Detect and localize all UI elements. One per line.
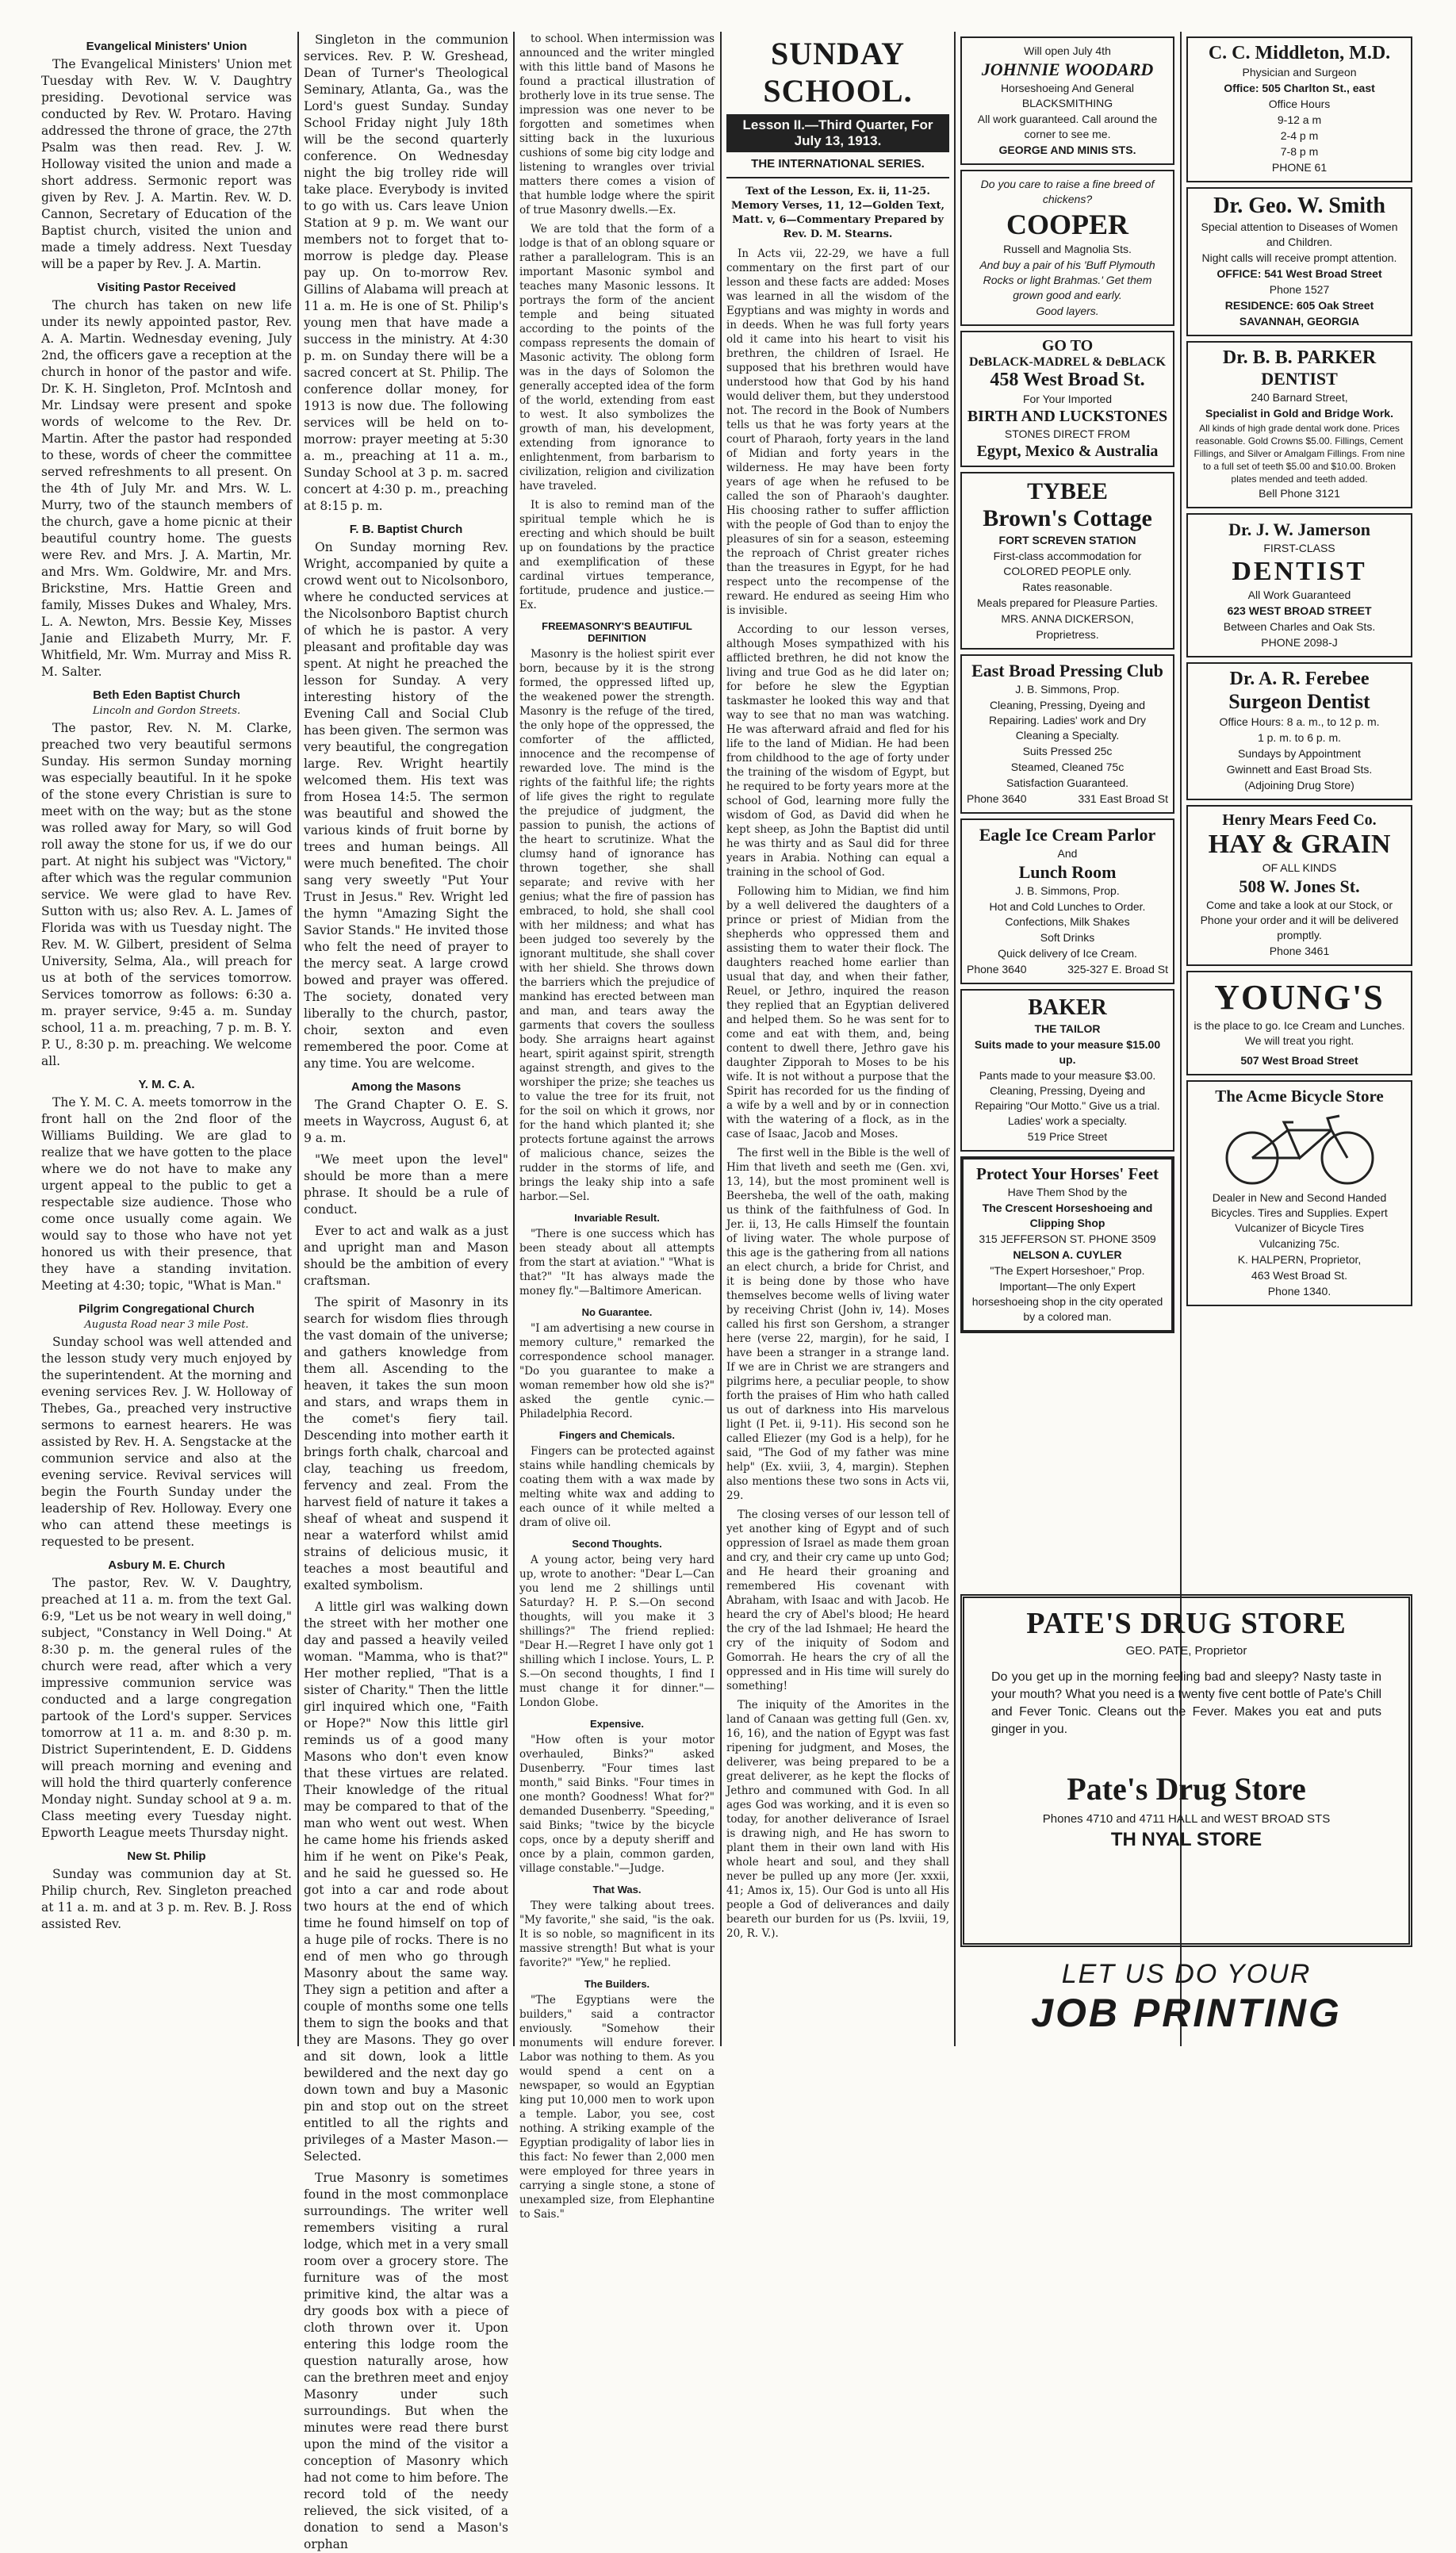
ad-phone: Phone 3640 — [967, 963, 1027, 976]
ad-line: FIRST-CLASS — [1263, 542, 1335, 554]
ad-line: Will open July 4th — [1024, 44, 1111, 57]
ad-line: Proprietress. — [1036, 628, 1099, 641]
headline: No Guarantee. — [581, 1306, 653, 1318]
ad-line: 623 WEST BROAD STREET — [1227, 604, 1372, 617]
ad-name: Henry Mears Feed Co. — [1222, 811, 1377, 829]
ad-line: K. HALPERN, Proprietor, — [1237, 1253, 1362, 1266]
ad-line: J. B. Simmons, Prop. — [1015, 884, 1120, 897]
ad-line: DENTIST — [1261, 369, 1338, 389]
ad-line: BIRTH AND LUCKSTONES — [967, 408, 1168, 425]
article-text: "I am advertising a new course in memory culture," remarked the correspondence school manager. "Do you guarantee to make a woman remember how old she is?" asked the gentle cynic.—Philadelphia Record. — [519, 1322, 715, 1420]
ad-name: JOB PRINTING — [1031, 1991, 1342, 2035]
article-text: Fingers can be protected against stains while handling chemicals by coating them with a wax made by melting white wax and adding to each ounce of it while melted a dram of olive oil. — [519, 1445, 715, 1529]
ad-line: 508 W. Jones St. — [1239, 876, 1360, 896]
ad-line: Gwinnett and East Broad Sts. — [1226, 763, 1373, 776]
article-text: "There is one success which has been steady about all attempts from the start at aviation." "What is that?" "It has always made the money fly."—Baltimore American. — [519, 1228, 715, 1298]
ad-line: Office Hours — [1268, 98, 1331, 110]
article-text: It is also to remind man of the spiritual temple which he is erecting and which should be built up on foundations by the practice and exemplification of these cardinal virtues temperance, fortitude, prudence and justice.—Ex. — [519, 499, 715, 611]
ad-name: BAKER — [1028, 995, 1107, 1020]
ad-line: Bell Phone 3121 — [1259, 487, 1340, 500]
ad-line: Physician and Surgeon — [1242, 66, 1357, 79]
ad-middleton — [1186, 36, 1412, 182]
ad-line: GEO. PATE, Proprietor — [1125, 1644, 1247, 1658]
ad-tybee — [960, 472, 1174, 650]
ad-line: Lunch Room — [1018, 862, 1117, 882]
article-text: The pastor, Rev. N. M. Clarke, preached two very beautiful sermons Sunday. His sermon Sunday morning was especially beautiful. In it he spoke of the stone every Christian is sure to meet with on the way; but as the stone was rolled away for Mary, so will God roll away the stone for us, if we do our part. At night his subject was "Victory," after which was the regular communion service. We were glad to have Rev. Sutton with us; also Rev. A. L. James of Florida was with us Tuesday night. The Rev. M. W. Gilbert, president of Selma University, Selma, Ala., will preach for us at both of the services tomorrow. Services tomorrow as follows: 6:30 a. m. prayer service, 9:45 a. m. Sunday school, 11 a. m. preaching, 7 p. m. B. Y. P. U., 8:30 p. m. preaching. We welcome all. — [41, 721, 292, 1068]
ad-line: Soft Drinks — [1040, 931, 1095, 944]
ad-line: All Work Guaranteed — [1247, 588, 1351, 601]
ad-line: 507 West Broad Street — [1240, 1054, 1358, 1067]
ad-line: THE TAILOR — [1034, 1022, 1101, 1035]
article-text: "We meet upon the level" should be more than a mere phrase. It should be a rule of conduct. — [304, 1152, 508, 1217]
ad-line: PHONE 61 — [1271, 161, 1328, 174]
ad-line: Horseshoeing And General BLACKSMITHING — [1000, 82, 1135, 109]
ad-line: 458 West Broad St. — [990, 370, 1145, 390]
divider — [726, 177, 949, 178]
ad-line: TH NYAL STORE — [1110, 1829, 1263, 1850]
article-text: We are told that the form of a lodge is that of an oblong square or rather a parallelogram. This is an important Masonic symbol and teaches many Masonic lessons. It portrays the form of the ancient temple and being situated according to the points of the compass represents the domain of Masonic activity. The oblong form was in the days of Solomon the generally accepted idea of the form of the world, extending from east to west. It also symbolizes the growth of man, his development, extending from ignorance to enlightenment, from barbarism to civilization, religion and civilization have traveled. — [519, 223, 715, 493]
ad-line: Between Charles and Oak Sts. — [1223, 620, 1376, 633]
article-text: "How often is your motor overhauled, Binks?" asked Dusenberry. "Four times last month," said Binks. "Four times in one month? Goodness! What for?" demanded Dusenberry. "Speeding," said Binks; "twice by the bicycle cops, once by a deputy sheriff and once by a plain, common garden, village constable."—Judge. — [519, 1734, 715, 1875]
ad-name: Eagle Ice Cream Parlor — [979, 825, 1156, 845]
ad-line: 315 JEFFERSON ST. PHONE 3509 — [979, 1232, 1156, 1245]
ad-line: Suits Pressed 25c — [1022, 745, 1113, 757]
column-sunday-school — [726, 32, 949, 2050]
ad-line: The Crescent Horseshoeing and Clipping Shop — [982, 1202, 1153, 1229]
ad-line: Good layers. — [1036, 305, 1099, 317]
ad-name: East Broad Pressing Club — [971, 661, 1163, 680]
section-title: SUNDAY SCHOOL. — [763, 36, 913, 109]
column-miscellany — [519, 32, 715, 2221]
headline: Expensive. — [590, 1718, 644, 1730]
column-rule — [513, 32, 515, 2046]
ad-line: (Adjoining Drug Store) — [1244, 779, 1354, 792]
ad-line: Phone 3461 — [1269, 945, 1330, 957]
article-text: The Y. M. C. A. meets tomorrow in the front hall on the 2nd floor of the Williams Building. We are glad to realize that we have gotten to the place where we do not have to make any urgent appeal to the public to get a respectable size audience. Those who come once usually come again. We would say to those who have not yet honored us with their presence, that they have a standing invitation. Meeting at 4:30; topic, "What is Man." — [41, 1095, 292, 1293]
article-text: The first well in the Bible is the well of Him that liveth and seeth me (Gen. xvi, 13, 14), but the most prominent well is Beersheba, the well of the oath, making us think of the faithfulness of God. In Jer. ii, 13, He calls Himself the fountain of living water. The whole purpose of this age is the gathering from all nations an elect church, a bride for Christ, and it is being done by those who have themselves become wells of living water by receiving Christ (John iv, 14). Moses called his first son Gershom, a stranger here (verse 22, margin), for he said, I have been a stranger in a strange land. If we are in Christ we are strangers and pilgrims here, a peculiar people, to show forth the praises of Him who hath called us out of darkness into His marvelous light (I Pet. ii, 9-11). His second son he called Eliezer (my God is a help), for he said, "The God of my father was mine help" (Ex. xviii, 3, 4, margin). Stephen also mentions these two sons in Acts vii, 29. — [726, 1147, 949, 1502]
ad-line: For Your Imported — [1022, 393, 1113, 405]
headline: Second Thoughts. — [572, 1538, 662, 1550]
ad-line: 9-12 a m — [1277, 113, 1322, 126]
ad-jamerson — [1186, 513, 1412, 657]
ad-line: PHONE 2098-J — [1261, 636, 1338, 649]
headline: That Was. — [592, 1884, 642, 1896]
ad-line: Phone 1340. — [1267, 1285, 1331, 1298]
subheadline: Augusta Road near 3 mile Post. — [84, 1319, 249, 1331]
ad-line: 519 Price Street — [1027, 1130, 1108, 1143]
ad-line: Important—The only Expert horseshoeing shop in the city operated by a colored man. — [971, 1280, 1163, 1323]
headline: Among the Masons — [351, 1080, 462, 1094]
article-text: The Grand Chapter O. E. S. meets in Waycross, August 6, at 9 a. m. — [304, 1098, 508, 1145]
article-text: Sunday school was well attended and the lesson study very much enjoyed by the superintendent. At the morning and evening services Rev. J. W. Holloway of Thebes, Ga., preached very instructive sermons to earnest hearers. He was assisted by Rev. H. A. Sengstacke at the communion service and also at the evening service. Revival services will begin the Fourth Sunday under the leadership of Rev. Holloway. Every one who can attend these meetings is requested to be present. — [41, 1335, 292, 1549]
ad-acme-bicycle — [1186, 1080, 1412, 1306]
ad-line: is the place to go. Ice Cream and Lunches. We will treat you right. — [1194, 1019, 1405, 1047]
ad-line: Cleaning, Pressing, Dyeing and Repairing. Ladies' work and Dry Cleaning a Specialty. — [989, 699, 1146, 742]
ad-line: Surgeon Dentist — [1228, 690, 1370, 713]
ad-name: Dr. A. R. Ferebee — [1229, 669, 1370, 689]
ad-line: SAVANNAH, GEORGIA — [1239, 315, 1360, 328]
ad-name: Pate's Drug Store — [1067, 1771, 1306, 1807]
article-text: According to our lesson verses, although Moses sympathized with his afflicted brethren, he did not know the living and true God as he did later on; for before he slew the Egyptian taskmaster he looked this way and that way to see that no man was watching. He was afterward afraid and fled for his life to the land of Midian. He had been from childhood to the age of forty under the training of the wisdom of Egypt, but he required to be forty years more at the school of God, learning more fully the wisdom of God, as David did when he kept sheep, as John the Baptist did until he was thirty and as Saul did for three years in Arabia. Nothing can equal a training in the school of God. — [726, 623, 950, 879]
ad-line: Have Them Shod by the — [1007, 1186, 1128, 1198]
ad-name: JOHNNIE WOODARD — [981, 59, 1154, 79]
ad-deblack — [960, 331, 1174, 467]
ad-line: Steamed, Cleaned 75c — [1010, 761, 1125, 773]
article-text: True Masonry is sometimes found in the most commonplace surroundings. The writer well remembers visiting a rural lodge, which met in a very small room over a grocery store. The furniture was of the most primitive kind, the altar was a dry goods box with a piece of cloth thrown over it. Upon entering this lodge room the question naturally arose, how can the brethren meet and enjoy Masonry under such surroundings. But when the minutes were read there burst upon the mind of the visitor a conception of Masonry which had not come to him before. The record told of the needy relieved, the sick visited, of a donation to send a Mason's orphan — [304, 2171, 508, 2551]
ad-line: GO TO — [1041, 337, 1094, 355]
ad-line: Egypt, Mexico & Australia — [976, 443, 1159, 460]
headline: New St. Philip — [127, 1850, 206, 1863]
ad-line: Do you care to raise a fine breed of chickens? — [980, 178, 1155, 205]
ad-line: Rates reasonable. — [1022, 581, 1113, 593]
ad-line: Suits made to your measure $15.00 up. — [974, 1038, 1161, 1066]
ad-line: J. B. Simmons, Prop. — [1015, 683, 1120, 696]
article-text: Sunday was communion day at St. Philip church, Rev. Singleton preached at 11 a. m. and at 3 p. m. Rev. B. J. Ross assisted Rev. — [41, 1867, 292, 1931]
article-text: On Sunday morning Rev. Wright, accompanied by quite a crowd went out to Nicolsonboro, where he conducted services at the Nicolsonboro Baptist church of which he is pastor. A very pleasant and profitable day was spent. At night he preached the lesson for Sunday. A very interesting history of the Evening Call and Social Club has been given. The sermon was very beautiful, the congregation large. Rev. Wright heartily welcomed them. His text was from Hosea 14:5. The sermon was beautiful and showed the various kinds of fruit borne by trees and human beings. All were much benefited. The choir sang very sweetly "Put Your Trust in Jesus." Rev. Wright led the hymn "Amazing Sight the Savior Stands." He invited those who felt the need of prayer to the mercy seat. A large crowd bowed and prayer was offered. The society, donated very liberally to the church, pastor, choir, sexton and even remembered the poor. Come at any time. You are welcome. — [304, 540, 508, 1071]
column-rule — [720, 32, 722, 2046]
ad-phone: Phone 3640 — [967, 792, 1027, 805]
ad-line: Satisfaction Guaranteed. — [1006, 776, 1129, 789]
ad-line: Come and take a look at our Stock, or Phone your order and it will be delivered promptly. — [1200, 899, 1399, 941]
series-title: THE INTERNATIONAL SERIES. — [751, 157, 925, 171]
ad-smith — [1186, 187, 1412, 336]
ad-line: Meals prepared for Pleasure Parties. — [977, 596, 1158, 609]
ad-name: Brown's Cottage — [983, 505, 1152, 531]
ad-baker — [960, 989, 1174, 1152]
ad-line: Phone 1527 — [1269, 283, 1330, 296]
column-rule — [297, 32, 299, 2046]
article-text: Masonry is the holiest spirit ever born, because by it is the strong formed, the oppressed lifted up, the weakened power the strength. Masonry is the refuge of the tired, the only hope of the oppressed, the comforter of the afflicted, innocence and the recompense of rewarded love. The mind is the rights of the faithful life; the rights of life gives the right to regulate the prejudice of judgment, the passion to punish, the actions of the heart to scrutinize. What the clumsy hand of ignorance has thrown together, she shall separate; and revive with her genius; what the fire of passion has embraced, to hold, she shall cool with her mildness; and what has been judged too severely by the ignorant multitude, she shall cover with her shield. She throws down the barriers which the prejudice of mankind has erected between man and man, and tears away the garments that covers the soulless body. She arraigns heart against heart, spirit against spirit, strength against strength, and gives to the worshiper the prize; she teaches us to value the tree for its fruit, not for the soil on which it grows, nor for the hand which planted it; she protects fortune against the arrows of malicious chance, seizes the rudder in the storms of life, and brings the leaky ship into a safe harbor.—Sel. — [519, 648, 715, 1203]
ad-name: YOUNG'S — [1214, 978, 1385, 1017]
ad-line: OFFICE: 541 West Broad Street — [1217, 267, 1382, 280]
ad-youngs — [1186, 971, 1412, 1075]
article-text: A young actor, being very hard up, wrote to another: "Dear L—Can you lend me 2 shillings until Saturday? H. P. S.—On second thoughts, will you make it 3 shillings?" The friend replied: "Dear H.—Regret I have only got 1 shilling which I inclose. Yours, L. P. S.—On second thoughts, I find I must change it for dinner."—London Globe. — [519, 1554, 715, 1709]
ad-line: First-class accommodation for COLORED PEOPLE only. — [993, 550, 1142, 577]
ad-line: HAY & GRAIN — [1208, 830, 1391, 859]
ad-line: Pants made to your measure $3.00. Cleaning, Pressing, Dyeing and Repairing "Our Motto." Give us a trial. Ladies' work a specialty. — [975, 1069, 1160, 1127]
ad-line: LET US DO YOUR — [1061, 1959, 1312, 1989]
article-text: The spirit of Masonry in its search for wisdom flies through the vast domain of the universe; and gathers knowledge from them all. Ascending to the heaven, it takes the sun moon and stars, and wraps them in the comet's fiery tail. Descending into mother earth it brings forth chalk, charcoal and clay, teaching us freedom, fervency and zeal. From the harvest field of nature it takes a sheaf of wheat and suspend it near a waterford whilst amid strains of delicious music, it teaches a most beautiful and exalted symbolism. — [304, 1295, 508, 1593]
ad-line: Quick delivery of Ice Cream. — [998, 947, 1137, 960]
ad-line: TYBEE — [1027, 478, 1108, 504]
ad-name: COOPER — [1006, 209, 1128, 240]
article-text: The Evangelical Ministers' Union met Tuesday with Rev. W. V. Daughtry presiding. Devotional service was conducted by Rev. W. Protaro. Having addressed the throne of grace, the 27th Psalm was then read. Rev. J. W. Holloway visited the union and made a short address. Sermonic report was given by Rev. J. A. Martin. Rev. W. D. Cannon, Secretary of Education of the Baptist church, visited the union and made a timely address. Next Tuesday will be a paper by Rev. J. A. Martin. — [41, 57, 292, 271]
ad-pates-drug-store — [960, 1594, 1412, 1947]
headline: FREEMASONRY'S BEAUTIFUL DEFINITION — [542, 620, 692, 644]
ad-footer — [967, 962, 1168, 977]
ad-line: RESIDENCE: 605 Oak Street — [1224, 299, 1374, 312]
column-ads-right — [1186, 32, 1412, 1298]
article-text: The pastor, Rev. W. V. Daughtry, preached at 11 a. m. from the text Gal. 6:9, "Let us be not weary in well doing," subject, "Constancy in Well Doing." At 8:30 p. m. the general rules of the church were read, after which a very impressive communion service was conducted and a large congregation partook of the Lord's supper. Services tomorrow at 11 a. m. and 8:30 p. m. District Superintendent, E. D. Giddens will preach morning and evening and will hold the third quarterly conference Monday night. Sunday school at 9 a. m. Class meeting every Tuesday night. Epworth League meets Thursday night. — [41, 1576, 293, 1840]
ad-line: MRS. ANNA DICKERSON, — [1001, 612, 1134, 625]
ad-line: Office: 505 Charlton St., east — [1224, 82, 1375, 94]
bicycle-icon — [1213, 1106, 1387, 1186]
ad-line: Dealer in New and Second Handed Bicycles. Tires and Supplies. Expert Vulcanizer of Bicycle Tires — [1211, 1191, 1388, 1234]
article-text: The church has taken on new life under its newly appointed pastor, Rev. A. A. Martin. Wednesday evening, July 2nd, the officers gave a reception at the church in honor of the pastor and wife. Dr. K. H. Singleton, Prof. McIntosh and Mr. Lindsay were present and spoke words of welcome to the Rev. Dr. Martin. After the pastor had responded to these, words of cheer the committee served refreshments to all present. On the 4th of July Mr. and Mrs. W. L. Murry, two of the staunch members of the church, gave a home picnic at their beautiful country home. The guests were Rev. and Mrs. J. A. Martin, Mr. and Mrs. Wm. Goldwire, Mr. and Mrs. Brickstine, Mrs. Hattie Green and family, Misses Dukes and Whaley, Mrs. L. A. Newton, Mrs. Bessie Key, Misses Janie and Elizabeth Murry, Mr. F. Whitfield, Mr. Wm. Murray and Miss R. M. Salter. — [41, 298, 292, 679]
ad-line: NELSON A. CUYLER — [1013, 1248, 1122, 1261]
ad-eagle — [960, 818, 1174, 984]
ad-line: Special attention to Diseases of Women and Children. — [1201, 220, 1398, 248]
ad-line: Hot and Cold Lunches to Order. Confections, Milk Shakes — [989, 900, 1146, 928]
lesson-banner: Lesson II.—Third Quarter, For July 13, 1913. — [726, 114, 949, 152]
article-text: They were talking about trees. "My favorite," she said, "is the oak. It is so noble, so magnificent in its massive strength! But what is your favorite?" "Yew," he replied. — [519, 1899, 715, 1969]
ad-pressing-club — [960, 654, 1174, 814]
column-masons — [304, 32, 508, 2551]
ad-line: Office Hours: 8 a. m., to 12 p. m. — [1219, 715, 1380, 728]
article-text: Singleton in the communion services. Rev. P. W. Greshead, Dean of Turner's Theological Seminary, Atlanta, Ga., was the Lord's guest Sunday. Sunday School Friday night July 18th will be the second quarterly conference. On Wednesday night the big trolley ride will take place. Everybody is invited to go with us. Cars leave Union Station at 9 p. m. We want our members not to forget that to-morrow is pledge day. Please pay up. On to-morrow Rev. Gillins of Alabama will preach at 11 a. m. He is one of St. Philip's young men that have made a success in the ministry. At 4:30 p. m. on Sunday there will be a sacred concert at St. Philip. The conference dollar money, for 1913 is now due. The following services will be held on to-morrow: prayer meeting at 5:30 a. m., preaching at 11 a. m., Sunday School at 3 p. m. sacred concert at 4:30 p. m., preaching at 8:15 p. m. — [304, 33, 508, 513]
ad-line: GEORGE AND MINIS STS. — [998, 144, 1136, 156]
ad-woodard — [960, 36, 1174, 165]
headline: Evangelical Ministers' Union — [86, 40, 247, 53]
ad-line: Phones 4710 and 4711 HALL and WEST BROAD STS — [1042, 1812, 1331, 1826]
ad-parker — [1186, 341, 1412, 508]
ad-line: DENTIST — [1232, 557, 1367, 586]
ad-line: 463 West Broad St. — [1251, 1269, 1348, 1282]
ad-line: Vulcanizing 75c. — [1259, 1237, 1340, 1250]
headline: Y. M. C. A. — [138, 1078, 195, 1091]
ad-line: Night calls will receive prompt attention. — [1201, 251, 1397, 264]
ad-line: 2-4 p m — [1280, 129, 1319, 142]
headline: Invariable Result. — [574, 1212, 660, 1224]
headline: The Builders. — [584, 1978, 650, 1990]
article-text: "The Egyptians were the builders," said a contractor enviously. "Somehow their monuments will endure forever. Labor was nothing to them. As you would spend a cent on a newspaper, so would an Egyptian king put 10,000 men to work upon a temple. Labor, you see, cost nothing. A striking example of the Egyptian prodigality of labor lies in this fact: No fewer than 2,000 men were employed for three years in carrying a single stone, a stone of unexampled size, from Elephantine to Sais." — [519, 1994, 715, 2221]
ad-line: Russell and Magnolia Sts. — [1003, 243, 1132, 255]
ad-line: 7-8 p m — [1280, 145, 1319, 158]
column-ads-left — [960, 32, 1174, 1380]
headline: F. B. Baptist Church — [349, 523, 463, 536]
article-text: The closing verses of our lesson tell of yet another king of Egypt and of such oppression of Israel as made them groan and cry, and their cry came up unto God; and He heard their groaning and remembered His covenant with Abraham, with Isaac and with Jacob. He heard the cry of Abel's blood; He heard the cry of the lad Ishmael; He heard the cry of the iniquity of Sodom and Gomorrah. He hears the cry of all the oppressed and in His time will surely do something! — [726, 1508, 949, 1692]
headline: Beth Eden Baptist Church — [93, 688, 240, 702]
ad-line: Specialist in Gold and Bridge Work. — [1205, 407, 1393, 420]
ad-line: STONES DIRECT FROM — [1004, 427, 1131, 440]
ad-name: Protect Your Horses' Feet — [976, 1164, 1159, 1183]
headline: Visiting Pastor Received — [97, 281, 236, 294]
ad-line: "The Expert Horseshoer," Prop. — [990, 1264, 1145, 1277]
article-text: Following him to Midian, we find him by a well delivered the daughters of a prince or priest of Midian from the shepherds who oppressed them and assisting them to water their flock. The daughters reached home earlier than usual that day, and when their father, Reuel, or Jethro, inquired the reason they replied that an Egyptian delivered and helped them. So he was sent for to come and eat with them, and, being content to dwell there, Jethro gave his daughter Zipporah to Moses to be his wife. It is not without a purpose that the Spirit has recorded for us the finding of a wife by a well and by or in connection with the watering of a flock, as in the case of Isaac, Jacob and Moses. — [726, 885, 949, 1140]
headline: Fingers and Chemicals. — [559, 1429, 675, 1441]
ad-job-printing — [960, 1959, 1412, 2046]
lesson-meta: Text of the Lesson, Ex. ii, 11-25. Memory Verses, 11, 12—Golden Text, Matt. v, 6—Commentary Prepared by Rev. D. M. Stearns. — [730, 186, 944, 240]
ad-mears-feed — [1186, 805, 1412, 966]
article-text: A little girl was walking down the street with her mother one day and passed a heavily veiled woman. "Mamma, who is that?" Her mother replied, "That is a sister of Charity." Then the little girl inquired which one, "Faith or Hope?" Now this little girl reminds us of a good many Masons who don't even know that these virtues are related. Their knowledge of the ritual may be compared to that of the man who went out west. When he came home his friends asked him if he went on Pike's Peak, and he said he guessed so. He got into a car and rode about two hours at the end of which time he found himself on top of a huge pile of rocks. There is no end of men who go through Masonry about the same way. They sign a petition and after a couple of months some one tells them to sign the books and that they are Masons. They go over and sit down, look a little bewildered and the next day go down town and buy a Masonic pin and stop out on the street entitled to all the rights and privileges of a Master Mason.—Selected. — [304, 1600, 508, 2164]
ad-name: The Acme Bicycle Store — [1215, 1087, 1384, 1106]
column-rule — [954, 32, 956, 2046]
ad-cooper — [960, 170, 1174, 326]
ad-line: Sundays by Appointment — [1238, 747, 1361, 760]
ad-line: All kinds of high grade dental work done. Prices reasonable. Gold Crowns $5.00. Fillings, Cement Fillings, and Silver or Amalgam Fillings. From nine to a full set of teeth $5.00 and $10.00. Broken plates mended and teeth added. — [1194, 423, 1405, 485]
article-text: The iniquity of the Amorites in the land of Canaan was getting full (Gen. xv, 16, 16), and the nation of Egypt was fast ripening for judgment, and Moses, the deliverer, was being prepared to be a great deliverer, as he kept the flocks of Jethro and communed with God. In all ages God was working, and it is even so today, for another deliverance of Israel is drawing nigh, and He has sworn to plant them in their own land with His whole heart and soul, and they shall never be pulled up any more (Jer. xxxii, 41; Amos ix, 15). Our God is unto all His people a God of deliverances and daily beareth our burden for us (Ps. lxviii, 19, 20, R. V.). — [726, 1699, 949, 1940]
ad-horseshoeing — [960, 1156, 1174, 1333]
ad-address: 331 East Broad St — [1078, 792, 1168, 805]
ad-line: OF ALL KINDS — [1262, 861, 1337, 874]
article-text: Ever to act and walk as a just and upright man and Mason should be the ambition of every craftsman. — [304, 1224, 508, 1288]
article-text: to school. When intermission was announced and the writer mingled with this little band of Masons he found a practical illustration of brotherly love in its true sense. The impression was one never to be forgotten and sometimes when sitting back in the luxurious cushions of some big city lodge and listening to wrangles over trivial matters there comes a vision of that humble lodge where the spirit of true Masonry dwells.—Ex. — [519, 33, 715, 217]
ad-line: And — [1057, 847, 1078, 860]
ad-line: And buy a pair of his 'Buff Plymouth Rocks or light Brahmas.' Get them grown good and early. — [979, 259, 1155, 301]
headline: Pilgrim Congregational Church — [79, 1302, 255, 1316]
column-church-news — [41, 32, 292, 2050]
headline: Asbury M. E. Church — [108, 1558, 225, 1572]
ad-name: DeBLACK-MADREL & DeBLACK — [969, 355, 1166, 369]
ad-body: Do you get up in the morning feeling bad and sleepy? Nasty taste in your mouth? What you need is a twenty five cent bottle of Pate's Chill and Fever Tonic. Cleans out the Fever. Makes you eat and puts ginger in you. — [991, 1670, 1381, 1736]
ad-line: All work guaranteed. Call around the corner to see me. — [977, 113, 1158, 140]
ad-line: 1 p. m. to 6 p. m. — [1257, 731, 1342, 744]
ad-name: Dr. B. B. PARKER — [1222, 347, 1377, 368]
ad-footer — [967, 792, 1168, 807]
ad-line: 240 Barnard Street, — [1251, 391, 1348, 404]
ad-name: PATE'S DRUG STORE — [1026, 1607, 1347, 1640]
subheadline: Lincoln and Gordon Streets. — [92, 705, 241, 717]
ad-address: 325-327 E. Broad St — [1067, 963, 1168, 976]
article-text: In Acts vii, 22-29, we have a full commentary on the first part of our lesson and these facts are added: Moses was learned in all the wisdom of the Egyptians and was mighty in words and in deeds. When he was full forty years old it came into his heart to visit his brethren, the children of Israel. He supposed that his brethren would have understood how that God by his hand would deliver them, but they understood not. The record in the Book of Numbers tells us that he was forty years at the court of Pharaoh, forty years in the land of Midian and forty years in the wilderness. He may have been forty years of age when he refused to be called the son of Pharaoh's daughter. His choosing rather to suffer affliction with the people of God than to enjoy the pleasures of sin for a season, esteeming the reproach of Christ greater riches than the treasures in Egypt, for he had respect unto the recompense of the reward. He endured as seeing Him who is invisible. — [726, 247, 949, 617]
ad-ferebee — [1186, 662, 1412, 800]
ad-name: Dr. Geo. W. Smith — [1213, 194, 1385, 218]
ad-name: C. C. Middleton, M.D. — [1208, 43, 1391, 63]
ad-name: Dr. J. W. Jamerson — [1228, 519, 1370, 539]
ad-line: FORT SCREVEN STATION — [998, 534, 1136, 546]
